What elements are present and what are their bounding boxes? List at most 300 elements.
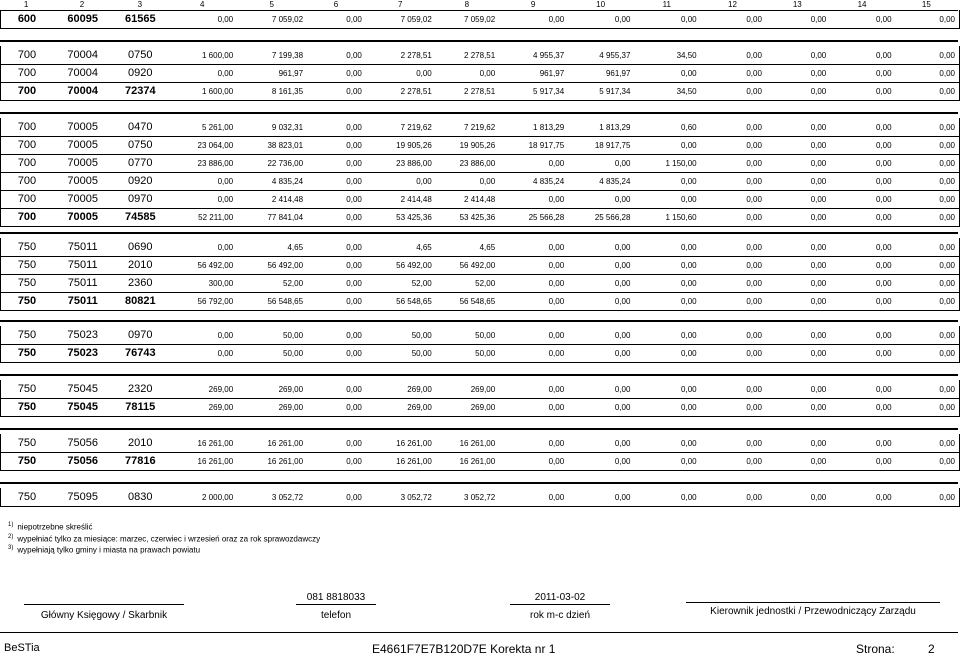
table-cell-col-6: 0,00 bbox=[346, 278, 362, 288]
table-cell-col-14: 0,00 bbox=[875, 140, 892, 150]
table-cell-col-10: 1 813,29 bbox=[599, 122, 631, 132]
table-cell-col-14: 0,00 bbox=[875, 68, 892, 78]
date-label: rok m-c dzień bbox=[529, 610, 590, 621]
table-cell-col-2: 75056 bbox=[67, 437, 98, 449]
table-cell-col-4: 5 261,00 bbox=[202, 122, 234, 132]
footnote-3: $^{3)}$ wypełniają tylko gminy i miasta na prawach powiatu bbox=[8, 545, 201, 555]
table-cell-col-7: 2 278,51 bbox=[400, 50, 432, 60]
table-cell-col-11: 34,50 bbox=[676, 86, 697, 96]
table-cell-col-1: 700 bbox=[17, 49, 37, 61]
block-separator bbox=[0, 232, 958, 234]
table-cell-col-6: 0,00 bbox=[346, 212, 362, 222]
table-cell-col-3: 0470 bbox=[128, 121, 153, 133]
table-cell-col-1: 700 bbox=[17, 175, 37, 187]
table-cell-col-12: 0,00 bbox=[746, 402, 762, 412]
table-cell-col-3: 74585 bbox=[124, 211, 156, 223]
table-cell-col-15: 0,00 bbox=[939, 330, 955, 340]
table-cell-col-9: 18 917,75 bbox=[528, 140, 565, 150]
table-cell-col-5: 4,65 bbox=[287, 242, 304, 252]
block-separator bbox=[0, 320, 958, 322]
head-label: Kierownik jednostki / Przewodniczący Zarządu bbox=[710, 606, 916, 617]
table-cell-col-5: 16 261,00 bbox=[267, 456, 304, 466]
table-cell-col-1: 750 bbox=[17, 401, 37, 413]
table-cell-col-9: 0,00 bbox=[548, 242, 565, 252]
table-cell-col-10: 0,00 bbox=[614, 456, 631, 466]
table-cell-col-1: 750 bbox=[17, 277, 37, 289]
table-cell-col-15: 0,00 bbox=[939, 140, 955, 150]
table-row bbox=[0, 380, 960, 399]
table-cell-col-9: 0,00 bbox=[548, 14, 565, 24]
table-cell-col-15: 0,00 bbox=[939, 296, 955, 306]
table-cell-col-14: 0,00 bbox=[875, 296, 892, 306]
table-cell-col-13: 0,00 bbox=[810, 384, 827, 394]
column-number-12: 12 bbox=[728, 0, 737, 9]
table-cell-col-10: 0,00 bbox=[614, 438, 631, 448]
table-cell-col-13: 0,00 bbox=[810, 68, 827, 78]
footer-app-name: BeSTia bbox=[4, 642, 40, 654]
table-cell-col-3: 72374 bbox=[124, 85, 156, 97]
column-number-11: 11 bbox=[662, 0, 671, 9]
table-cell-col-15: 0,00 bbox=[939, 50, 955, 60]
table-cell-col-3: 0830 bbox=[128, 491, 153, 503]
table-cell-col-8: 2 278,51 bbox=[464, 86, 496, 96]
table-cell-col-12: 0,00 bbox=[746, 194, 762, 204]
table-cell-col-2: 70004 bbox=[67, 49, 98, 61]
table-cell-col-5: 38 823,01 bbox=[267, 140, 304, 150]
table-cell-col-1: 750 bbox=[17, 383, 37, 395]
table-cell-col-8: 0,00 bbox=[479, 176, 496, 186]
table-cell-col-4: 56 792,00 bbox=[197, 296, 234, 306]
table-cell-col-12: 0,00 bbox=[746, 278, 762, 288]
table-cell-col-15: 0,00 bbox=[939, 438, 955, 448]
table-cell-col-5: 7 199,38 bbox=[271, 50, 304, 60]
table-cell-col-5: 50,00 bbox=[283, 348, 304, 358]
table-cell-col-5: 8 161,35 bbox=[271, 86, 304, 96]
table-cell-col-15: 0,00 bbox=[939, 348, 955, 358]
table-cell-col-15: 0,00 bbox=[939, 86, 955, 96]
table-cell-col-7: 269,00 bbox=[407, 402, 432, 412]
table-cell-col-6: 0,00 bbox=[346, 296, 362, 306]
table-row bbox=[0, 190, 960, 209]
column-number-10: 10 bbox=[596, 0, 606, 9]
table-cell-col-5: 56 492,00 bbox=[267, 260, 304, 270]
table-cell-col-1: 700 bbox=[17, 85, 37, 97]
table-cell-col-2: 70005 bbox=[67, 193, 98, 205]
table-cell-col-12: 0,00 bbox=[746, 438, 762, 448]
table-cell-col-5: 77 841,04 bbox=[267, 212, 304, 222]
table-cell-col-13: 0,00 bbox=[810, 86, 827, 96]
page-footer bbox=[0, 636, 958, 656]
column-number-9: 9 bbox=[530, 0, 536, 9]
table-cell-col-1: 750 bbox=[17, 491, 37, 503]
table-cell-col-9: 0,00 bbox=[548, 330, 565, 340]
table-cell-col-11: 0,00 bbox=[681, 14, 697, 24]
table-cell-col-9: 25 566,28 bbox=[528, 212, 565, 222]
table-cell-col-10: 0,00 bbox=[614, 348, 631, 358]
table-cell-col-11: 0,60 bbox=[681, 122, 697, 132]
table-cell-col-5: 22 736,00 bbox=[267, 158, 304, 168]
table-cell-col-7: 0,00 bbox=[416, 176, 432, 186]
table-cell-col-3: 2010 bbox=[128, 437, 153, 449]
table-cell-col-8: 269,00 bbox=[470, 384, 496, 394]
table-cell-col-6: 0,00 bbox=[346, 438, 362, 448]
table-cell-col-1: 700 bbox=[17, 157, 37, 169]
table-cell-col-1: 750 bbox=[17, 241, 37, 253]
table-cell-col-2: 70005 bbox=[67, 139, 98, 151]
table-cell-col-1: 750 bbox=[17, 295, 37, 307]
table-cell-col-2: 75045 bbox=[67, 383, 98, 395]
table-cell-col-5: 4 835,24 bbox=[271, 176, 304, 186]
table-cell-col-6: 0,00 bbox=[346, 242, 362, 252]
table-cell-col-12: 0,00 bbox=[746, 122, 762, 132]
table-row bbox=[0, 488, 960, 507]
table-cell-col-8: 269,00 bbox=[470, 402, 496, 412]
table-cell-col-4: 2 000,00 bbox=[202, 492, 234, 502]
table-cell-col-15: 0,00 bbox=[939, 402, 955, 412]
table-cell-col-3: 0920 bbox=[128, 67, 153, 79]
accountant-label: Główny Księgowy / Skarbnik bbox=[40, 610, 168, 621]
table-cell-col-4: 0,00 bbox=[217, 194, 234, 204]
table-row bbox=[0, 274, 960, 293]
table-cell-col-3: 0770 bbox=[128, 157, 153, 169]
table-cell-col-6: 0,00 bbox=[346, 348, 362, 358]
table-cell-col-12: 0,00 bbox=[746, 242, 762, 252]
column-number-2: 2 bbox=[79, 0, 85, 9]
table-cell-col-2: 75056 bbox=[67, 455, 98, 467]
table-cell-col-15: 0,00 bbox=[939, 492, 955, 502]
column-number-5: 5 bbox=[269, 0, 274, 9]
table-cell-col-5: 50,00 bbox=[283, 330, 304, 340]
table-cell-col-11: 0,00 bbox=[681, 384, 697, 394]
table-cell-col-4: 300,00 bbox=[208, 278, 234, 288]
table-cell-col-9: 0,00 bbox=[548, 260, 565, 270]
table-cell-col-8: 7 059,02 bbox=[464, 14, 496, 24]
table-cell-col-8: 56 492,00 bbox=[459, 260, 496, 270]
table-cell-col-14: 0,00 bbox=[875, 212, 892, 222]
table-cell-col-8: 56 548,65 bbox=[459, 296, 496, 306]
table-cell-col-6: 0,00 bbox=[346, 492, 362, 502]
table-cell-col-3: 2360 bbox=[128, 277, 153, 289]
table-cell-col-5: 9 032,31 bbox=[271, 122, 304, 132]
table-cell-col-14: 0,00 bbox=[875, 384, 892, 394]
column-number-1: 1 bbox=[23, 0, 29, 9]
table-cell-col-7: 23 886,00 bbox=[396, 158, 432, 168]
column-number-3: 3 bbox=[137, 0, 143, 9]
table-cell-col-4: 16 261,00 bbox=[197, 438, 234, 448]
table-cell-col-8: 50,00 bbox=[475, 348, 496, 358]
table-cell-col-9: 4 955,37 bbox=[533, 50, 565, 60]
table-cell-col-9: 0,00 bbox=[548, 384, 565, 394]
table-cell-col-7: 16 261,00 bbox=[396, 456, 432, 466]
table-cell-col-7: 19 905,26 bbox=[396, 140, 432, 150]
table-cell-col-10: 0,00 bbox=[614, 296, 631, 306]
table-cell-col-2: 70005 bbox=[67, 175, 98, 187]
table-cell-col-8: 53 425,36 bbox=[459, 212, 496, 222]
table-cell-col-4: 1 600,00 bbox=[202, 50, 234, 60]
table-cell-col-4: 23 064,00 bbox=[197, 140, 234, 150]
table-cell-col-7: 7 219,62 bbox=[400, 122, 432, 132]
table-cell-col-9: 0,00 bbox=[548, 348, 565, 358]
table-cell-col-7: 2 278,51 bbox=[400, 86, 432, 96]
table-cell-col-1: 600 bbox=[17, 13, 37, 25]
footer-page-label: Strona: bbox=[856, 642, 895, 656]
table-cell-col-14: 0,00 bbox=[875, 330, 892, 340]
table-cell-col-3: 2010 bbox=[128, 259, 153, 271]
table-cell-col-11: 0,00 bbox=[681, 438, 697, 448]
table-row bbox=[0, 172, 960, 191]
table-cell-col-3: 61565 bbox=[124, 13, 156, 25]
table-cell-col-2: 75011 bbox=[67, 259, 98, 271]
table-cell-col-15: 0,00 bbox=[939, 68, 955, 78]
table-cell-col-13: 0,00 bbox=[810, 438, 827, 448]
table-cell-col-14: 0,00 bbox=[875, 158, 892, 168]
table-cell-col-2: 75011 bbox=[67, 295, 98, 307]
table-cell-col-9: 0,00 bbox=[548, 194, 565, 204]
table-cell-col-9: 961,97 bbox=[539, 68, 565, 78]
table-cell-col-7: 56 548,65 bbox=[396, 296, 432, 306]
table-cell-col-14: 0,00 bbox=[875, 492, 892, 502]
table-cell-col-14: 0,00 bbox=[875, 86, 892, 96]
table-cell-col-14: 0,00 bbox=[875, 242, 892, 252]
table-cell-col-9: 0,00 bbox=[548, 492, 565, 502]
table-cell-col-7: 3 052,72 bbox=[400, 492, 432, 502]
table-cell-col-7: 0,00 bbox=[416, 68, 432, 78]
table-cell-col-3: 0970 bbox=[128, 329, 153, 341]
block-separator bbox=[0, 428, 958, 430]
block-separator bbox=[0, 374, 958, 376]
block-separator bbox=[0, 40, 958, 42]
table-cell-col-14: 0,00 bbox=[875, 438, 892, 448]
table-row-total bbox=[0, 344, 960, 363]
table-cell-col-9: 1 813,29 bbox=[533, 122, 565, 132]
column-number-13: 13 bbox=[792, 0, 802, 9]
table-cell-col-4: 1 600,00 bbox=[202, 86, 234, 96]
footer-divider bbox=[0, 632, 958, 633]
table-cell-col-4: 0,00 bbox=[217, 348, 234, 358]
table-cell-col-2: 75011 bbox=[67, 241, 98, 253]
table-cell-col-1: 750 bbox=[17, 347, 37, 359]
table-cell-col-2: 70005 bbox=[67, 211, 98, 223]
table-cell-col-13: 0,00 bbox=[810, 140, 827, 150]
table-cell-col-10: 4 955,37 bbox=[599, 50, 631, 60]
table-cell-col-14: 0,00 bbox=[875, 194, 892, 204]
table-cell-col-2: 75045 bbox=[67, 401, 98, 413]
table-cell-col-15: 0,00 bbox=[939, 194, 955, 204]
table-cell-col-12: 0,00 bbox=[746, 456, 762, 466]
table-cell-col-10: 0,00 bbox=[614, 158, 631, 168]
table-cell-col-8: 16 261,00 bbox=[459, 438, 496, 448]
table-cell-col-10: 0,00 bbox=[614, 194, 631, 204]
table-cell-col-8: 50,00 bbox=[475, 330, 496, 340]
table-cell-col-8: 4,65 bbox=[479, 242, 496, 252]
table-cell-col-10: 0,00 bbox=[614, 330, 631, 340]
table-cell-col-3: 0970 bbox=[128, 193, 153, 205]
table-cell-col-11: 0,00 bbox=[681, 194, 697, 204]
table-cell-col-1: 700 bbox=[17, 67, 37, 79]
table-cell-col-2: 70005 bbox=[67, 157, 98, 169]
table-row bbox=[0, 118, 960, 137]
table-cell-col-9: 0,00 bbox=[548, 296, 565, 306]
table-cell-col-13: 0,00 bbox=[810, 260, 827, 270]
table-cell-col-15: 0,00 bbox=[939, 176, 955, 186]
table-row-total bbox=[0, 82, 960, 101]
table-cell-col-2: 70004 bbox=[67, 85, 98, 97]
table-cell-col-15: 0,00 bbox=[939, 456, 955, 466]
table-row bbox=[0, 256, 960, 275]
table-cell-col-11: 0,00 bbox=[681, 402, 697, 412]
table-cell-col-5: 2 414,48 bbox=[271, 194, 304, 204]
table-cell-col-7: 2 414,48 bbox=[400, 194, 432, 204]
table-cell-col-4: 0,00 bbox=[217, 330, 234, 340]
table-row-total bbox=[0, 10, 960, 29]
column-number-8: 8 bbox=[464, 0, 470, 9]
table-cell-col-13: 0,00 bbox=[810, 122, 827, 132]
table-row-total bbox=[0, 398, 960, 417]
table-cell-col-1: 750 bbox=[17, 455, 37, 467]
column-number-6: 6 bbox=[333, 0, 339, 9]
table-cell-col-3: 0920 bbox=[128, 175, 153, 187]
table-cell-col-2: 70005 bbox=[67, 121, 98, 133]
block-separator bbox=[0, 112, 958, 114]
table-row bbox=[0, 64, 960, 83]
table-cell-col-9: 5 917,34 bbox=[533, 86, 565, 96]
table-cell-col-9: 0,00 bbox=[548, 278, 565, 288]
column-number-14: 14 bbox=[857, 0, 867, 9]
table-cell-col-11: 0,00 bbox=[681, 296, 697, 306]
table-cell-col-10: 0,00 bbox=[614, 260, 631, 270]
table-cell-col-14: 0,00 bbox=[875, 50, 892, 60]
table-cell-col-8: 2 278,51 bbox=[464, 50, 496, 60]
table-cell-col-10: 0,00 bbox=[614, 278, 631, 288]
table-cell-col-7: 56 492,00 bbox=[396, 260, 432, 270]
table-row-total bbox=[0, 208, 960, 227]
table-cell-col-1: 700 bbox=[17, 121, 37, 133]
table-cell-col-3: 0750 bbox=[128, 49, 153, 61]
table-cell-col-1: 700 bbox=[17, 139, 37, 151]
table-cell-col-10: 0,00 bbox=[614, 492, 631, 502]
table-cell-col-13: 0,00 bbox=[810, 158, 827, 168]
table-cell-col-10: 0,00 bbox=[614, 384, 631, 394]
table-cell-col-4: 0,00 bbox=[217, 14, 234, 24]
table-cell-col-5: 961,97 bbox=[278, 68, 304, 78]
column-number-15: 15 bbox=[921, 0, 931, 9]
table-cell-col-8: 16 261,00 bbox=[459, 456, 496, 466]
table-cell-col-8: 52,00 bbox=[475, 278, 496, 288]
table-row bbox=[0, 46, 960, 65]
table-cell-col-9: 0,00 bbox=[548, 402, 565, 412]
table-cell-col-5: 269,00 bbox=[278, 402, 304, 412]
table-cell-col-4: 0,00 bbox=[217, 176, 234, 186]
table-cell-col-3: 76743 bbox=[124, 347, 156, 359]
table-cell-col-3: 78115 bbox=[125, 401, 156, 413]
table-cell-col-6: 0,00 bbox=[346, 158, 362, 168]
table-cell-col-7: 16 261,00 bbox=[396, 438, 432, 448]
table-cell-col-6: 0,00 bbox=[346, 384, 362, 394]
table-cell-col-13: 0,00 bbox=[810, 456, 827, 466]
footer-page-number: 2 bbox=[928, 642, 935, 656]
table-cell-col-5: 52,00 bbox=[283, 278, 304, 288]
table-cell-col-4: 52 211,00 bbox=[198, 212, 234, 222]
table-cell-col-12: 0,00 bbox=[746, 158, 762, 168]
table-cell-col-7: 4,65 bbox=[416, 242, 432, 252]
table-cell-col-10: 18 917,75 bbox=[594, 140, 631, 150]
table-cell-col-4: 23 886,00 bbox=[197, 158, 234, 168]
table-cell-col-14: 0,00 bbox=[875, 456, 892, 466]
table-cell-col-2: 60095 bbox=[67, 13, 98, 25]
table-cell-col-1: 700 bbox=[17, 193, 37, 205]
table-cell-col-7: 53 425,36 bbox=[396, 212, 432, 222]
table-cell-col-9: 4 835,24 bbox=[533, 176, 565, 186]
table-cell-col-13: 0,00 bbox=[810, 278, 827, 288]
table-cell-col-11: 0,00 bbox=[681, 278, 697, 288]
table-cell-col-13: 0,00 bbox=[810, 14, 827, 24]
table-cell-col-7: 269,00 bbox=[407, 384, 432, 394]
table-cell-col-4: 56 492,00 bbox=[197, 260, 234, 270]
table-cell-col-14: 0,00 bbox=[875, 176, 892, 186]
table-cell-col-10: 961,97 bbox=[605, 68, 631, 78]
phone-label: telefon bbox=[320, 610, 352, 621]
table-row-total bbox=[0, 292, 960, 311]
table-cell-col-11: 0,00 bbox=[681, 68, 697, 78]
table-cell-col-6: 0,00 bbox=[346, 330, 362, 340]
table-cell-col-4: 0,00 bbox=[217, 68, 234, 78]
table-cell-col-4: 0,00 bbox=[217, 242, 234, 252]
table-cell-col-15: 0,00 bbox=[939, 212, 955, 222]
footnote-1: $^{1)}$ niepotrzebne skreślić bbox=[8, 522, 93, 532]
table-cell-col-1: 750 bbox=[17, 329, 37, 341]
table-cell-col-10: 0,00 bbox=[614, 402, 631, 412]
table-cell-col-8: 7 219,62 bbox=[464, 122, 496, 132]
head-signature-line bbox=[686, 602, 940, 603]
table-cell-col-11: 0,00 bbox=[681, 260, 697, 270]
table-cell-col-4: 16 261,00 bbox=[197, 456, 234, 466]
table-cell-col-1: 700 bbox=[17, 211, 37, 223]
table-cell-col-14: 0,00 bbox=[875, 260, 892, 270]
block-separator bbox=[0, 482, 958, 484]
table-cell-col-12: 0,00 bbox=[746, 14, 762, 24]
table-cell-col-3: 2320 bbox=[128, 383, 153, 395]
table-cell-col-4: 269,00 bbox=[208, 384, 234, 394]
table-cell-col-14: 0,00 bbox=[875, 348, 892, 358]
table-cell-col-10: 0,00 bbox=[614, 14, 631, 24]
table-cell-col-12: 0,00 bbox=[746, 50, 762, 60]
table-cell-col-3: 77816 bbox=[124, 455, 156, 467]
table-cell-col-12: 0,00 bbox=[746, 260, 762, 270]
table-cell-col-1: 750 bbox=[17, 437, 37, 449]
table-row bbox=[0, 136, 960, 155]
table-cell-col-3: 0690 bbox=[128, 241, 153, 253]
table-cell-col-3: 80821 bbox=[124, 295, 156, 307]
table-cell-col-8: 2 414,48 bbox=[464, 194, 496, 204]
table-cell-col-6: 0,00 bbox=[346, 122, 362, 132]
table-cell-col-14: 0,00 bbox=[875, 402, 892, 412]
table-cell-col-12: 0,00 bbox=[746, 296, 762, 306]
table-cell-col-10: 5 917,34 bbox=[599, 86, 631, 96]
table-cell-col-15: 0,00 bbox=[939, 14, 955, 24]
table-cell-col-12: 0,00 bbox=[746, 348, 762, 358]
table-cell-col-6: 0,00 bbox=[346, 50, 362, 60]
table-cell-col-11: 1 150,60 bbox=[665, 212, 697, 222]
table-cell-col-5: 7 059,02 bbox=[271, 14, 304, 24]
table-cell-col-10: 0,00 bbox=[614, 242, 631, 252]
table-cell-col-13: 0,00 bbox=[810, 492, 827, 502]
table-cell-col-9: 0,00 bbox=[548, 438, 565, 448]
phone-line bbox=[296, 604, 376, 605]
table-cell-col-7: 50,00 bbox=[411, 348, 432, 358]
table-cell-col-13: 0,00 bbox=[810, 176, 827, 186]
table-cell-col-6: 0,00 bbox=[346, 68, 362, 78]
column-number-4: 4 bbox=[200, 0, 205, 9]
